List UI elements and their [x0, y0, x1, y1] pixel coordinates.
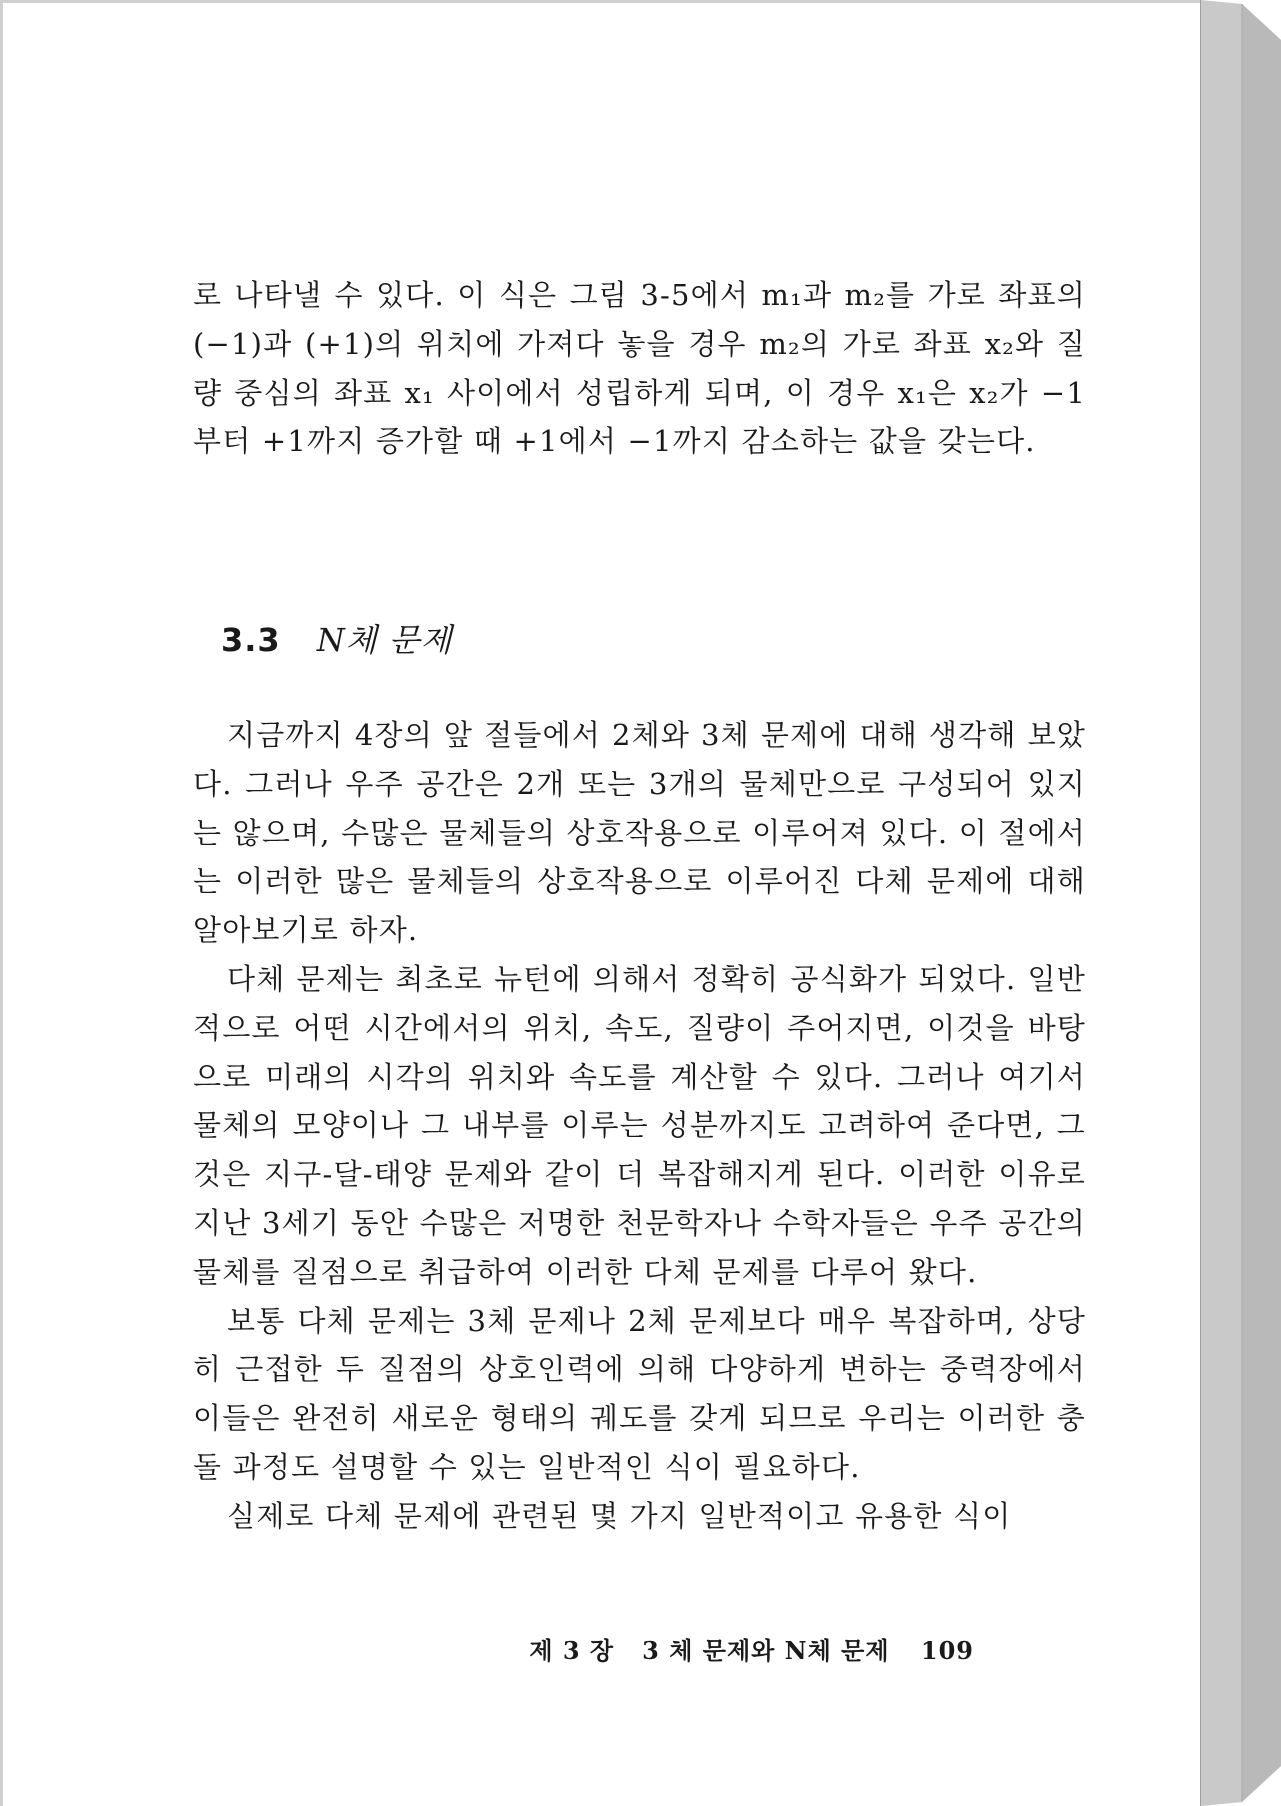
- top-paragraph: 로 나타낼 수 있다. 이 식은 그림 3-5에서 m₁과 m₂를 가로 좌표의 (−1)과 (+1)의 위치에 가져다 놓을 경우 m₂의 가로 좌표 x₂와 질량 중심의 좌표 x₁ 사이에서 성립하게 되며, 이 경우 x₁은 x₂가 −1부터 +1까지 증가할 때 +1에서 −1까지 감소하는 값을 갖는다.: [193, 278, 1086, 459]
- top-paragraph-block: [193, 271, 1086, 466]
- section-number: 3.3: [221, 621, 281, 659]
- paragraph: 보통 다체 문제는 3체 문제나 2체 문제보다 매우 복잡하며, 상당히 근접한 두 질점의 상호인력에 의해 다양하게 변하는 중력장에서 이들은 완전히 새로운 형태의 궤도를 갖게 되므로 우리는 이러한 충돌 과정도 설명할 수 있는 일반적인 식이 필요하다.: [193, 1303, 1086, 1484]
- paragraph: 지금까지 4장의 앞 절들에서 2체와 3체 문제에 대해 생각해 보았다. 그러나 우주 공간은 2개 또는 3개의 물체만으로 구성되어 있지는 않으며, 수많은 물체들의 상호작용으로 이루어져 있다. 이 절에서는 이러한 많은 물체들의 상호작용으로 이루어진 다체 문제에 대해 알아보기로 하자.: [193, 718, 1086, 948]
- running-footer: [529, 1631, 974, 1666]
- book-edge-3d: [1200, 0, 1281, 1806]
- section-body: [193, 711, 1086, 1541]
- page-number: 109: [920, 1636, 974, 1665]
- footer-chapter-title: 3 체 문제와 N체 문제: [642, 1636, 890, 1665]
- section-heading: [221, 615, 453, 661]
- paragraph: 실제로 다체 문제에 관련된 몇 가지 일반적이고 유용한 식이: [227, 1498, 1012, 1533]
- paragraph: 다체 문제는 최초로 뉴턴에 의해서 정확히 공식화가 되었다. 일반적으로 어떤 시간에서의 위치, 속도, 질량이 주어지면, 이것을 바탕으로 미래의 시각의 위치와 속도를 계산할 수 있다. 그러나 여기서 물체의 모양이나 그 내부를 이루는 성분까지도 고려하여 준다면, 그것은 지구-달-태양 문제와 같이 더 복잡해지게 된다. 이러한 이유로 지난 3세기 동안 수많은 저명한 천문학자나 수학자들은 우주 공간의 물체를 질점으로 취급하여 이러한 다체 문제를 다루어 왔다.: [193, 961, 1086, 1289]
- section-title: N체 문제: [316, 621, 453, 659]
- footer-chapter: 제 3 장: [529, 1636, 615, 1665]
